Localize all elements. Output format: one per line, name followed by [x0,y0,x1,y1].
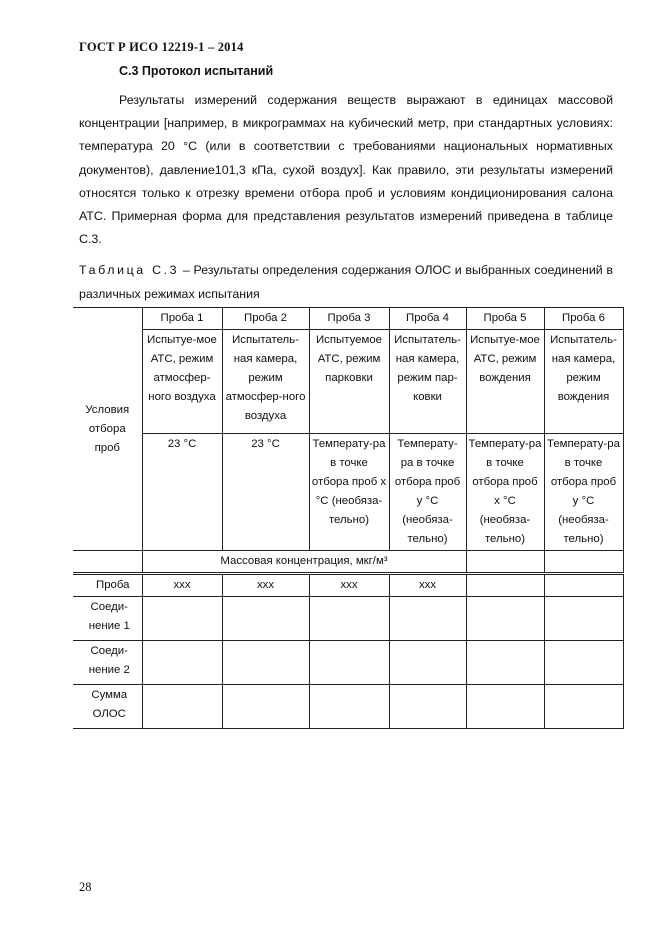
sample-header: Проба 3 [309,308,389,330]
row-label: Проба [73,574,142,597]
results-table-wrap [73,307,624,729]
mode-cell: Испытатель-ная камера, режим атмосфер-ного воздуха [222,330,309,434]
temperature-row [73,434,623,551]
sample-header: Проба 6 [544,308,623,330]
value-cell [544,685,623,729]
table-caption-text: – Результаты определения содержания ОЛОС и выбранных соединений в различных режимах испытания [79,263,613,301]
value-cell [389,641,466,685]
mode-cell: Испытатель-ная камера, режим вождения [544,330,623,434]
value-cell [544,574,623,597]
results-table [73,307,624,729]
value-cell [222,685,309,729]
temperature-cell: 23 °С [142,434,222,551]
value-cell [544,597,623,641]
mode-cell: Испытуе-мое АТС, режим атмосфер-ного воздуха [142,330,222,434]
value-cell [142,597,222,641]
value-cell [222,641,309,685]
value-cell [389,685,466,729]
row-label: Сумма ОЛОС [73,685,142,729]
mode-row [73,330,623,434]
table-caption-label: Таблица С.3 [79,263,180,277]
table-row [73,597,623,641]
conditions-label-cell [73,308,142,551]
mass-concentration-label: Массовая концентрация, мкг/м³ [142,551,466,574]
table-row [73,685,623,729]
value-cell [142,685,222,729]
value-cell [309,641,389,685]
value-cell: xxx [142,574,222,597]
value-cell [309,685,389,729]
value-cell [544,641,623,685]
mass-empty-cell [466,551,544,574]
value-cell [222,597,309,641]
value-cell [466,597,544,641]
temperature-cell: 23 °С [222,434,309,551]
value-cell [466,685,544,729]
value-cell: xxx [389,574,466,597]
page-number: 28 [79,880,92,894]
conditions-label: Условия отбора проб [85,403,130,454]
value-cell [309,597,389,641]
table-row [73,574,623,597]
body-paragraph: Результаты измерений содержания веществ выражают в единицах массовой концентрации [например, в микрограммах на кубический метр, при стандартных условиях: температура 20 °С (или в соответствии с требованиями национальных нормативных документов), давление101,3 кПа, сухой воздух]. Как правило, эти результаты измерений относятся только к отрезку времени отбора проб и условиям кондиционирования салона АТС. Примерная форма для представления результатов измерений приведена в таблице С.3. [79,93,613,247]
mode-cell: Испытатель-ная камера, режим пар-ковки [389,330,466,434]
value-cell: xxx [222,574,309,597]
value-cell [466,574,544,597]
sample-header: Проба 5 [466,308,544,330]
value-cell [466,641,544,685]
mass-empty-cell [73,551,142,574]
temperature-cell: Температу-ра в точке отбора проб x °С (необяза-тельно) [309,434,389,551]
value-cell [389,597,466,641]
value-cell [142,641,222,685]
mass-concentration-row [73,551,623,574]
sample-header: Проба 1 [142,308,222,330]
value-cell: xxx [309,574,389,597]
sample-header: Проба 4 [389,308,466,330]
row-label: Соеди-нение 1 [73,597,142,641]
table-header-row [73,308,623,330]
row-label: Соеди-нение 2 [73,641,142,685]
table-caption [79,259,613,306]
temperature-cell: Температу-ра в точке отбора проб x °С (необяза-тельно) [466,434,544,551]
mode-cell: Испытуе-мое АТС, режим вождения [466,330,544,434]
mode-cell: Испытуемое АТС, режим парковки [309,330,389,434]
temperature-cell: Температу-ра в точке отбора проб y °С (необяза-тельно) [389,434,466,551]
temperature-cell: Температу-ра в точке отбора проб y °С (необяза-тельно) [544,434,623,551]
table-row [73,641,623,685]
sample-header: Проба 2 [222,308,309,330]
section-title: С.3 Протокол испытаний [119,64,274,78]
document-header: ГОСТ Р ИСО 12219-1 – 2014 [79,40,244,54]
mass-empty-cell [544,551,623,574]
